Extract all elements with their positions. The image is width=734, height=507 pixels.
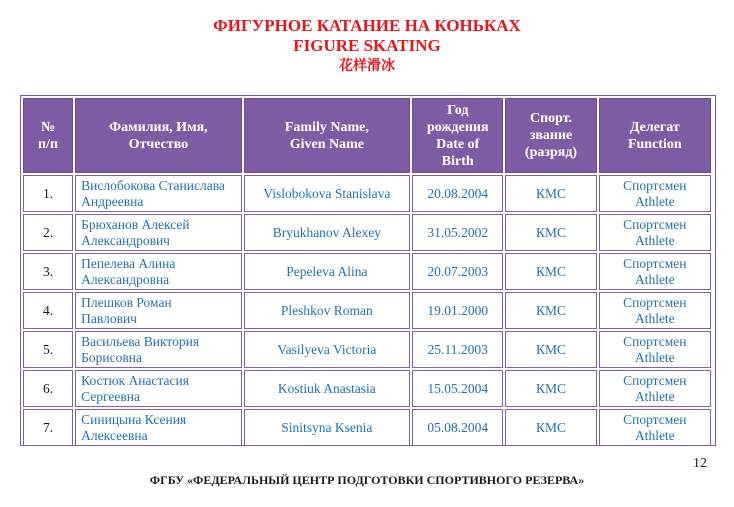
english-name: Pepeleva Alina	[244, 253, 410, 290]
sport-rank: КМС	[505, 292, 596, 329]
function: Спортсмен Athlete	[599, 292, 711, 329]
sport-rank: КМС	[505, 409, 596, 446]
header-birth-date: Год рождения Date of Birth	[412, 98, 503, 173]
function: Спортсмен Athlete	[599, 331, 711, 368]
table-header-row	[23, 98, 711, 173]
english-name: Sinitsyna Ksenia	[244, 409, 410, 446]
sport-rank: КМС	[505, 331, 596, 368]
function: Спортсмен Athlete	[599, 409, 711, 446]
table-row	[23, 292, 711, 329]
table-row	[23, 409, 711, 446]
row-number: 1.	[23, 175, 73, 212]
sport-rank: КМС	[505, 214, 596, 251]
row-number: 2.	[23, 214, 73, 251]
page-number: 12	[693, 456, 707, 471]
russian-name: Костюк Анастасия Сергеевна	[75, 370, 241, 407]
function: Спортсмен Athlete	[599, 175, 711, 212]
russian-name: Синицына Ксения Алексеевна	[75, 409, 241, 446]
title-russian: ФИГУРНОЕ КАТАНИЕ НА КОНЬКАХ	[213, 16, 521, 35]
english-name: Kostiuk Anastasia	[244, 370, 410, 407]
birth-date: 15.05.2004	[412, 370, 503, 407]
table-row	[23, 253, 711, 290]
english-name: Vislobokova Stanislava	[244, 175, 410, 212]
header-sport-rank: Спорт. звание (разряд)	[505, 98, 596, 173]
table-row	[23, 370, 711, 407]
english-name: Bryukhanov Alexey	[244, 214, 410, 251]
russian-name: Пепелева Алина Александровна	[75, 253, 241, 290]
footer-organization: ФГБУ «ФЕДЕРАЛЬНЫЙ ЦЕНТР ПОДГОТОВКИ СПОРТИВНОГО РЕЗЕРВА»	[149, 473, 585, 487]
english-name: Vasilyeva Victoria	[244, 331, 410, 368]
function: Спортсмен Athlete	[599, 370, 711, 407]
title-english: FIGURE SKATING	[293, 36, 441, 55]
birth-date: 25.11.2003	[412, 331, 503, 368]
header-english-name: Family Name, Given Name	[244, 98, 410, 173]
function: Спортсмен Athlete	[599, 253, 711, 290]
title-chinese: 花样滑冰	[339, 58, 395, 74]
row-number: 7.	[23, 409, 73, 446]
russian-name: Вислобокова Станислава Андреевна	[75, 175, 241, 212]
row-number: 6.	[23, 370, 73, 407]
sport-rank: КМС	[505, 175, 596, 212]
header-number: № п/п	[23, 98, 73, 173]
russian-name: Плешков Роман Павлович	[75, 292, 241, 329]
russian-name: Брюханов Алексей Александрович	[75, 214, 241, 251]
function: Спортсмен Athlete	[599, 214, 711, 251]
birth-date: 20.08.2004	[412, 175, 503, 212]
table-row	[23, 331, 711, 368]
birth-date: 05.08.2004	[412, 409, 503, 446]
table-row	[23, 214, 711, 251]
birth-date: 31.05.2002	[412, 214, 503, 251]
header-function: Делегат Function	[599, 98, 711, 173]
birth-date: 19.01.2000	[412, 292, 503, 329]
sport-rank: КМС	[505, 253, 596, 290]
table-row	[23, 175, 711, 212]
english-name: Pleshkov Roman	[244, 292, 410, 329]
birth-date: 20.07.2003	[412, 253, 503, 290]
sport-rank: КМС	[505, 370, 596, 407]
row-number: 3.	[23, 253, 73, 290]
russian-name: Васильева Виктория Борисовна	[75, 331, 241, 368]
row-number: 5.	[23, 331, 73, 368]
athletes-table	[21, 96, 713, 448]
header-russian-name: Фамилия, Имя, Отчество	[75, 98, 241, 173]
athletes-table-frame	[20, 95, 716, 446]
row-number: 4.	[23, 292, 73, 329]
document-title	[0, 16, 734, 76]
